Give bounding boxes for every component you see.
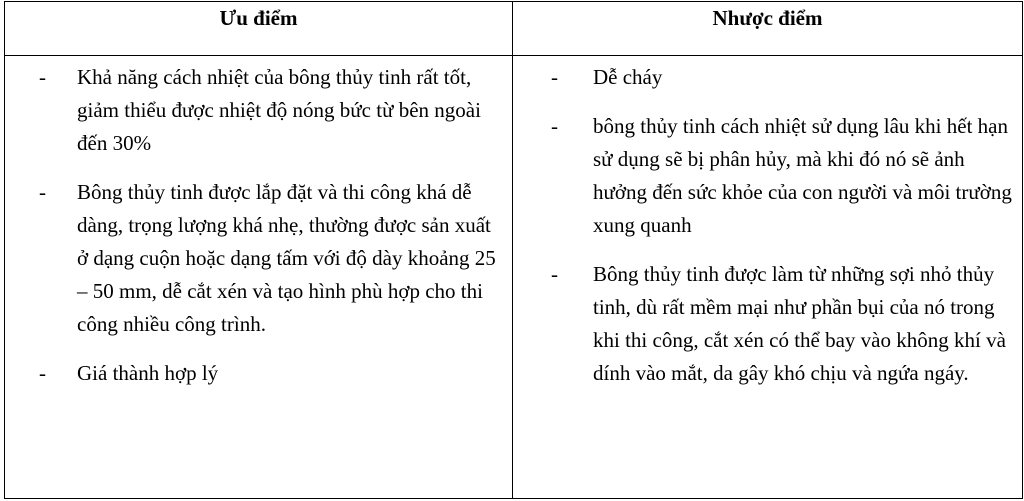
disadvantage-text: Dễ cháy	[593, 65, 663, 89]
disadvantages-list	[513, 56, 1022, 390]
advantages-cell	[5, 56, 513, 499]
list-item	[513, 110, 1022, 242]
bullet-dash: -	[39, 361, 46, 385]
disadvantage-text: Bông thủy tinh được làm từ những sợi nhỏ thủy tinh, dù rất mềm mại như phần bụi của nó trong khi thi công, cắt xén có thể bay vào không khí và dính vào mắt, da gây khó chịu và ngứa ngáy.	[593, 262, 1006, 385]
list-item	[513, 61, 1022, 94]
list-item	[5, 176, 512, 341]
advantages-list	[5, 56, 512, 390]
header-disadvantages: Nhược điểm	[513, 2, 1023, 56]
comparison-table	[4, 1, 1023, 499]
disadvantage-text: bông thủy tinh cách nhiệt sử dụng lâu khi hết hạn sử dụng sẽ bị phân hủy, mà khi đó nó sẽ ảnh hưởng đến sức khỏe của con người và môi trường xung quanh	[593, 114, 1012, 237]
advantage-text: Bông thủy tinh được lắp đặt và thi công khá dễ dàng, trọng lượng khá nhẹ, thường được sản xuất ở dạng cuộn hoặc dạng tấm với độ dày khoảng 25 – 50 mm, dễ cắt xén và tạo hình phù hợp cho thi công nhiều công trình.	[77, 180, 496, 336]
bullet-dash: -	[39, 65, 46, 89]
header-advantages: Ưu điểm	[5, 2, 513, 56]
list-item	[513, 258, 1022, 390]
header-row	[5, 2, 1023, 56]
advantage-text: Khả năng cách nhiệt của bông thủy tinh rất tốt, giảm thiểu được nhiệt độ nóng bức từ bên ngoài đến 30%	[77, 65, 481, 155]
body-row	[5, 56, 1023, 499]
bullet-dash: -	[551, 114, 558, 138]
list-item	[5, 357, 512, 390]
disadvantages-cell	[513, 56, 1023, 499]
bullet-dash: -	[551, 65, 558, 89]
advantage-text: Giá thành hợp lý	[77, 361, 219, 385]
bullet-dash: -	[39, 180, 46, 204]
bullet-dash: -	[551, 262, 558, 286]
list-item	[5, 61, 512, 160]
